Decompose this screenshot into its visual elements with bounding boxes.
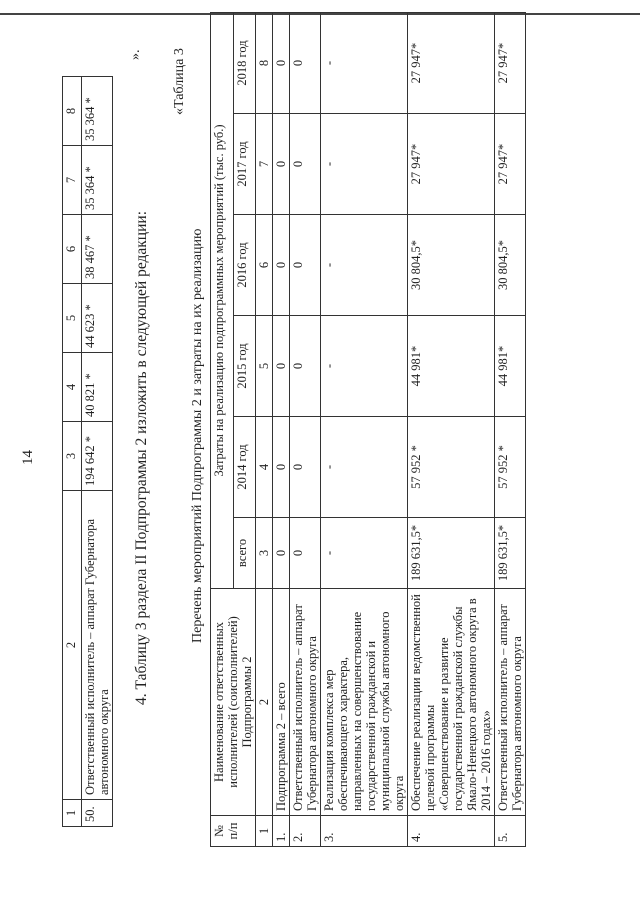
table-row xyxy=(82,77,113,827)
index-cell: 6 xyxy=(256,215,273,316)
row-number: 1. xyxy=(273,816,290,847)
cell-value: 189 631,5* xyxy=(408,518,495,589)
row-number: 4. xyxy=(408,816,495,847)
cell-value: - xyxy=(321,316,408,417)
index-cell: 4 xyxy=(256,417,273,518)
table-row xyxy=(273,13,290,847)
header-year: 2017 год xyxy=(233,114,256,215)
header-year: 2015 год xyxy=(233,316,256,417)
row-number: 3. xyxy=(321,816,408,847)
cell-value: 35 364 * xyxy=(82,77,113,146)
table-row xyxy=(290,13,321,847)
header-name: Наименование ответственных исполнителей (соисполнителей) Подпрограммы 2 xyxy=(211,589,256,816)
cell-value: 0 xyxy=(290,114,321,215)
row-number: 50. xyxy=(82,800,113,827)
closing-quote: ». xyxy=(128,49,143,60)
cell-value: 27 947* xyxy=(408,13,495,114)
table-header-row xyxy=(211,13,234,847)
header-num: № п/п xyxy=(211,816,256,847)
cell-value: 38 467 * xyxy=(82,215,113,284)
cell-value: - xyxy=(321,215,408,316)
header-total: всего xyxy=(233,518,256,589)
header-cell: 1 xyxy=(63,800,82,827)
cell-value: 44 623 * xyxy=(82,284,113,353)
cell-value: 35 364 * xyxy=(82,146,113,215)
cell-value: - xyxy=(321,518,408,589)
row-name: Обеспечение реализации ведомственной целевой программы «Совершенствование и развитие государственной гражданской службы Ямало-Ненецкого автономного округа в 2014 – 2016 годах» xyxy=(408,589,495,816)
row-number: 2. xyxy=(290,816,321,847)
cell-value: 0 xyxy=(290,13,321,114)
cell-value: 40 821 * xyxy=(82,353,113,422)
cell-value: 0 xyxy=(290,316,321,417)
cell-value: 0 xyxy=(273,518,290,589)
row-name: Реализация комплекса мер обеспечивающего характера, направленных на совершенствование государственной гражданской и муниципальной службы автономного округа xyxy=(321,589,408,816)
header-cell: 7 xyxy=(63,146,82,215)
table-label: «Таблица 3 xyxy=(172,48,187,115)
row-number: 5. xyxy=(495,816,526,847)
cell-value: 0 xyxy=(273,417,290,518)
header-cell: 5 xyxy=(63,284,82,353)
cell-value: 44 981* xyxy=(408,316,495,417)
header-cell: 4 xyxy=(63,353,82,422)
cell-value: 0 xyxy=(273,215,290,316)
table-header-row xyxy=(63,77,82,827)
cell-value: 0 xyxy=(273,114,290,215)
cell-value: - xyxy=(321,114,408,215)
index-row xyxy=(256,13,273,847)
header-cell: 3 xyxy=(63,422,82,491)
table-row xyxy=(495,13,526,847)
cell-value: 27 947* xyxy=(495,114,526,215)
cell-value: - xyxy=(321,13,408,114)
cell-value: 194 642 * xyxy=(82,422,113,491)
measures-table xyxy=(210,12,526,847)
header-costs: Затраты на реализацию подпрограммных мероприятий (тыс. руб.) xyxy=(211,13,234,589)
continued-table xyxy=(62,76,113,827)
cell-value: 27 947* xyxy=(495,13,526,114)
index-cell: 3 xyxy=(256,518,273,589)
index-cell: 1 xyxy=(256,816,273,847)
index-cell: 7 xyxy=(256,114,273,215)
row-name: Ответственный исполнитель – аппарат Губернатора автономного округа xyxy=(290,589,321,816)
index-cell: 8 xyxy=(256,13,273,114)
row-name: Подпрограмма 2 – всего xyxy=(273,589,290,816)
cell-value: 0 xyxy=(273,316,290,417)
cell-value: 30 804,5* xyxy=(408,215,495,316)
cell-value: 0 xyxy=(290,215,321,316)
header-cell: 2 xyxy=(63,491,82,800)
header-year: 2016 год xyxy=(233,215,256,316)
cell-value: 57 952 * xyxy=(495,417,526,518)
header-cell: 6 xyxy=(63,215,82,284)
page-number: 14 xyxy=(20,450,36,465)
header-cell: 8 xyxy=(63,77,82,146)
table-caption: Перечень мероприятий Подпрограммы 2 и затраты на их реализацию xyxy=(190,228,205,643)
index-cell: 2 xyxy=(256,589,273,816)
row-name: Ответственный исполнитель – аппарат Губернатора автономного округа xyxy=(495,589,526,816)
cell-value: 30 804,5* xyxy=(495,215,526,316)
row-name: Ответственный исполнитель – аппарат Губернатора автономного округа xyxy=(82,491,113,800)
cell-value: 57 952 * xyxy=(408,417,495,518)
cell-value: 27 947* xyxy=(408,114,495,215)
table-row xyxy=(321,13,408,847)
index-cell: 5 xyxy=(256,316,273,417)
amendment-paragraph: 4. Таблицу 3 раздела II Подпрограммы 2 изложить в следующей редакции: xyxy=(133,211,150,705)
cell-value: 44 981* xyxy=(495,316,526,417)
table-row xyxy=(408,13,495,847)
header-year: 2014 год xyxy=(233,417,256,518)
cell-value: 0 xyxy=(273,13,290,114)
cell-value: 0 xyxy=(290,518,321,589)
cell-value: - xyxy=(321,417,408,518)
cell-value: 189 631,5* xyxy=(495,518,526,589)
cell-value: 0 xyxy=(290,417,321,518)
header-year: 2018 год xyxy=(233,13,256,114)
